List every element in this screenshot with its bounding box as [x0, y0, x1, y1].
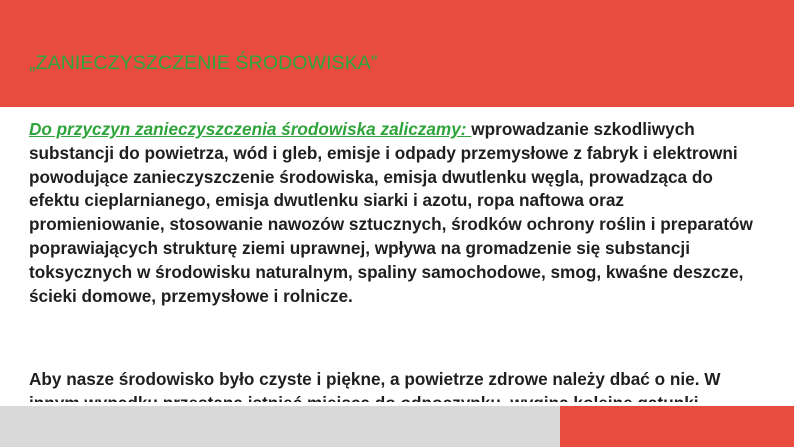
footer-red-band [560, 406, 794, 447]
causes-paragraph [29, 118, 764, 308]
causes-text: wprowadzanie szkodliwych substancji do powietrza, wód i gleb, emisje i odpady przemysłowe z fabryk i elektrowni powodujące zanieczyszczenie środowiska, emisja dwutlenku węgla, prowadząca do efektu cieplarnianego, emisja dwutlenku siarki i azotu, ropa naftowa oraz promieniowanie, stosowanie nawozów sztucznych, środków ochrony roślin i preparatów poprawiających strukturę ziemi uprawnej, wpływa na gromadzenie się substancji toksycznych w środowisku naturalnym, spaliny samochodowe, smog, kwaśne deszcze, ścieki domowe, przemysłowe i rolnicze. [29, 119, 753, 306]
slide-body [29, 118, 764, 389]
causes-label: Do przyczyn zanieczyszczenia środowiska zaliczamy: [29, 119, 472, 139]
slide-title: „ZANIECZYSZCZENIE ŚRODOWISKA” [29, 52, 378, 74]
title-banner [0, 0, 794, 107]
footer-gray-band [0, 406, 560, 447]
conclusion-paragraph: Aby nasze środowisko było czyste i piękne, a powietrze zdrowe należy dbać o nie. W [29, 369, 721, 389]
